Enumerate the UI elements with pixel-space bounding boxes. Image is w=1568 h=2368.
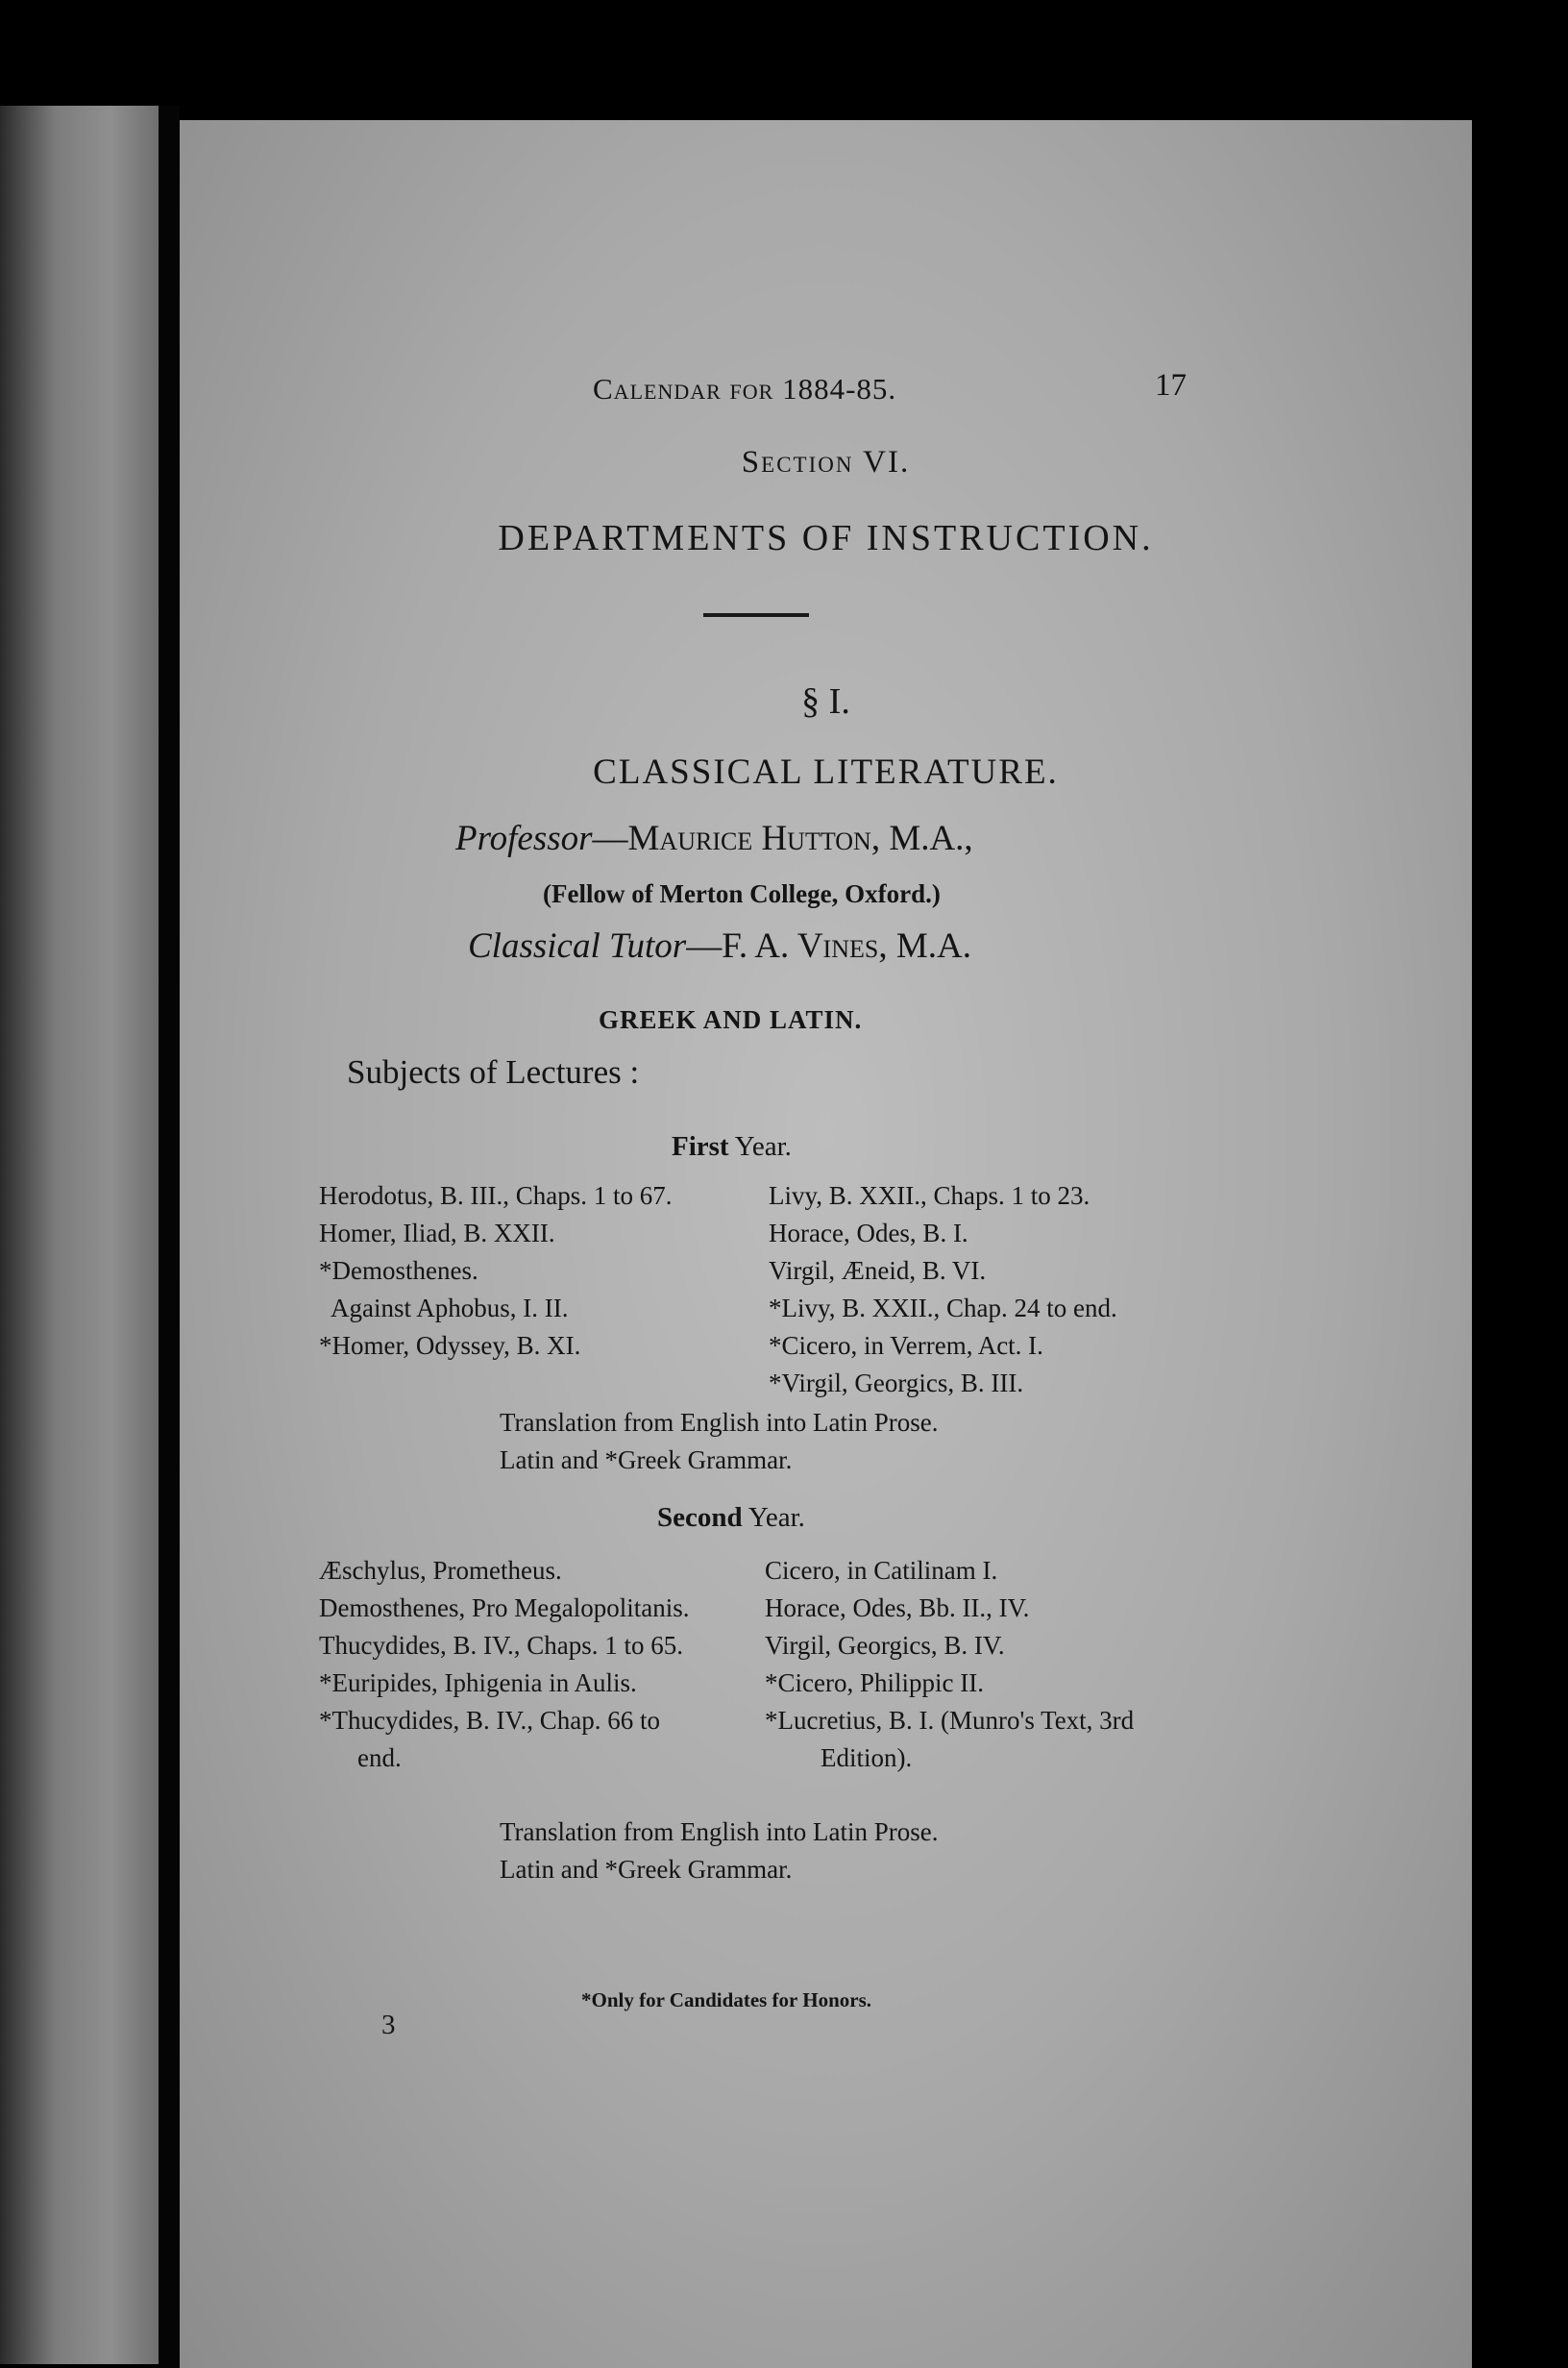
first-year-right-item: Virgil, Æneid, B. VI. xyxy=(769,1256,987,1285)
professor-degree: , M.A., xyxy=(870,819,973,858)
second-year-right-item: *Lucretius, B. I. (Munro's Text, 3rd xyxy=(765,1706,1135,1735)
first-year-right-item: Horace, Odes, B. I. xyxy=(769,1219,968,1247)
document-page xyxy=(180,120,1472,2368)
second-year-left-column xyxy=(319,1552,689,1777)
first-year-right-column xyxy=(769,1177,1117,1402)
professor-dash: — xyxy=(592,819,628,858)
second-year-left-item: *Euripides, Iphigenia in Aulis. xyxy=(319,1668,637,1697)
second-year-note: Latin and *Greek Grammar. xyxy=(500,1855,793,1884)
tutor-role: Classical Tutor xyxy=(468,926,687,966)
second-year-left-item: Æschylus, Prometheus. xyxy=(319,1556,562,1585)
first-year-left-item: Homer, Iliad, B. XXII. xyxy=(319,1219,555,1247)
subsection-title: CLASSICAL LITERATURE. xyxy=(593,752,1059,792)
professor-line xyxy=(455,818,973,859)
first-year-heading xyxy=(672,1131,792,1163)
second-year-left-item: *Thucydides, B. IV., Chap. 66 to xyxy=(319,1706,660,1735)
first-year-right-item: *Livy, B. XXII., Chap. 24 to end. xyxy=(769,1294,1117,1322)
professor-role: Professor xyxy=(455,819,593,858)
first-year-left-column xyxy=(319,1177,672,1365)
professor-note: (Fellow of Merton College, Oxford.) xyxy=(543,879,941,908)
section-label: Section VI. xyxy=(741,445,911,480)
second-year-left-item: Thucydides, B. IV., Chaps. 1 to 65. xyxy=(319,1631,683,1660)
second-year-right-item: Virgil, Georgics, B. IV. xyxy=(765,1631,1005,1660)
first-year-left-item: Against Aphobus, I. II. xyxy=(331,1294,569,1322)
subsection-number: § I. xyxy=(801,681,850,722)
first-year-right-item: *Cicero, in Verrem, Act. I. xyxy=(769,1331,1043,1360)
second-year-right-item: *Cicero, Philippic II. xyxy=(765,1668,984,1697)
second-year-note: Translation from English into Latin Prose. xyxy=(500,1817,939,1846)
first-year-right-item: *Virgil, Georgics, B. III. xyxy=(769,1369,1024,1397)
second-year-left-item: end. xyxy=(357,1743,402,1772)
second-year-word: Second xyxy=(657,1502,743,1533)
second-year-right-item: Horace, Odes, Bb. II., IV. xyxy=(765,1593,1030,1622)
first-year-right-item: Livy, B. XXII., Chaps. 1 to 23. xyxy=(769,1181,1090,1210)
professor-name: Maurice Hutton xyxy=(627,819,871,858)
tutor-dash: — xyxy=(686,926,723,966)
footnote: *Only for Candidates for Honors. xyxy=(581,1988,871,2011)
section-title: DEPARTMENTS OF INSTRUCTION. xyxy=(498,518,1154,558)
first-year-left-item: *Demosthenes. xyxy=(319,1256,478,1285)
tutor-degree: , M.A. xyxy=(878,926,971,966)
first-year-note: Translation from English into Latin Prose. xyxy=(500,1408,939,1437)
section-rule xyxy=(703,613,809,617)
department-heading: GREEK AND LATIN. xyxy=(599,1005,863,1034)
second-year-right-item: Edition). xyxy=(821,1743,913,1772)
signature-mark: 3 xyxy=(381,2010,396,2040)
first-year-word: First xyxy=(672,1131,729,1162)
first-year-year: Year. xyxy=(734,1131,792,1162)
book-spine-shadow xyxy=(159,106,180,2368)
first-year-note: Latin and *Greek Grammar. xyxy=(500,1445,793,1474)
first-year-left-item: Herodotus, B. III., Chaps. 1 to 67. xyxy=(319,1181,673,1210)
first-year-notes xyxy=(500,1404,938,1479)
second-year-right-column xyxy=(765,1552,1134,1777)
running-title: Calendar for 1884-85. xyxy=(593,372,897,406)
subjects-heading: Subjects of Lectures : xyxy=(347,1053,640,1091)
page-number: 17 xyxy=(1155,368,1187,403)
second-year-right-item: Cicero, in Catilinam I. xyxy=(765,1556,998,1585)
second-year-notes xyxy=(500,1813,938,1888)
second-year-heading xyxy=(657,1502,805,1534)
second-year-left-item: Demosthenes, Pro Megalopolitanis. xyxy=(319,1593,690,1622)
facing-page-edge xyxy=(0,106,159,2364)
tutor-name: F. A. Vines xyxy=(722,926,879,966)
tutor-line xyxy=(468,925,971,967)
second-year-year: Year. xyxy=(747,1502,805,1533)
first-year-left-item: *Homer, Odyssey, B. XI. xyxy=(319,1331,581,1360)
